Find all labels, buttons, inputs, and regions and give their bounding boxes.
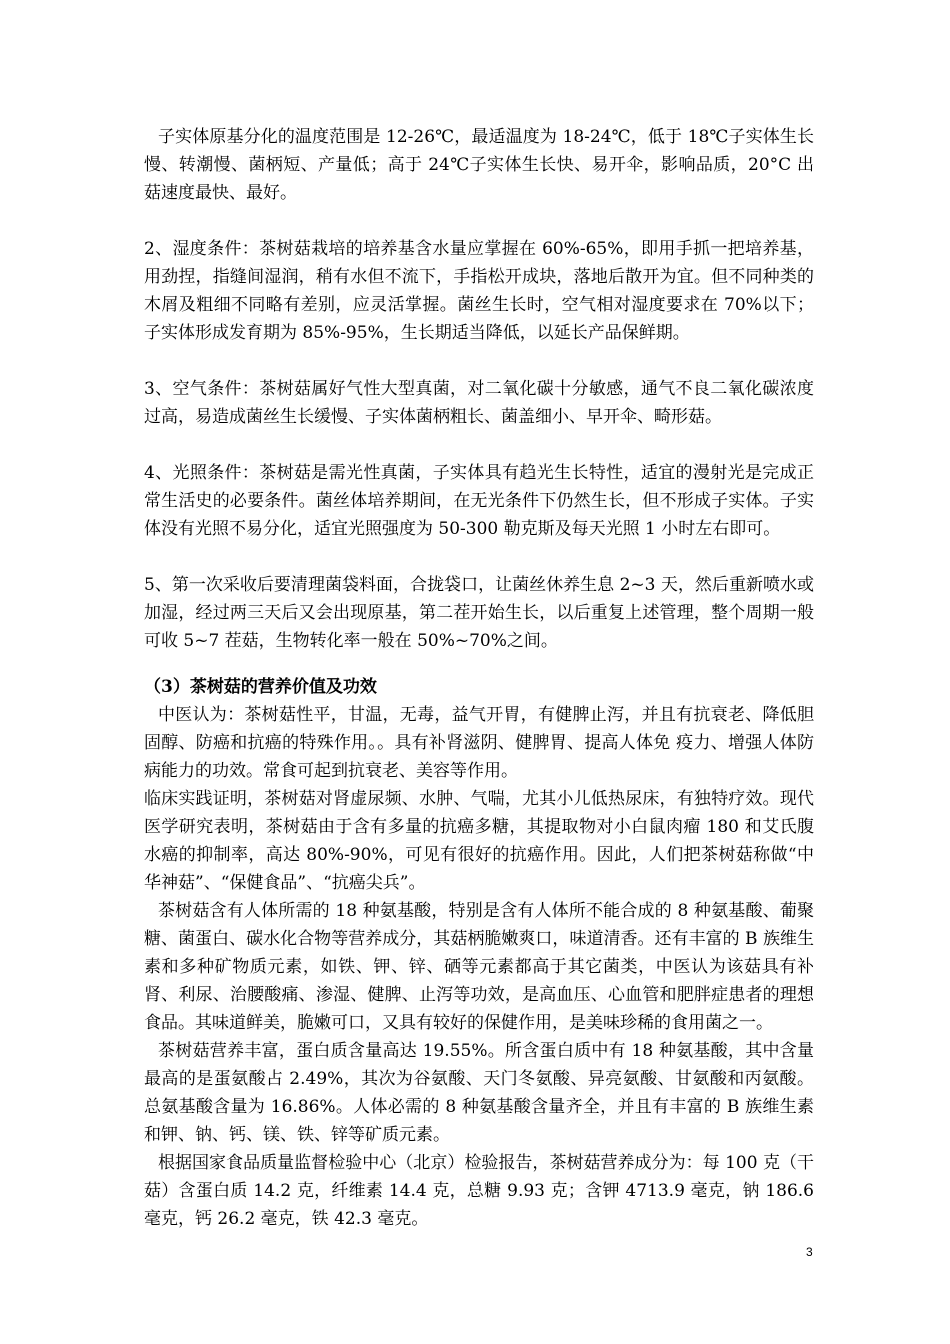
section-heading: （3）茶树菇的营养价值及功效	[144, 677, 377, 697]
paragraph-spacer	[144, 347, 814, 375]
paragraph-temperature: 子实体原基分化的温度范围是 12-26℃，最适温度为 18-24℃，低于 18℃子实体生长慢、转潮慢、菌柄短、产量低；高于 24℃子实体生长快、易开伞，影响品质，20°C 出菇速度最快、最好。	[144, 127, 814, 203]
paragraph-humidity: 2、湿度条件：茶树菇栽培的培养基含水量应掌握在 60%-65%，即用手抓一把培养基，用劲捏，指缝间湿润，稍有水但不流下，手指松开成块，落地后散开为宜。但不同种类的木屑及粗细不同略有差别，应灵活掌握。菌丝生长时，空气相对湿度要求在 70%以下；子实体形成发育期为 85%-95%，生长期适当降低，以延长产品保鲜期。	[144, 239, 814, 343]
document-body	[144, 123, 814, 1233]
paragraph-report: 根据国家食品质量监督检验中心（北京）检验报告，茶树菇营养成分为：每 100 克（干菇）含蛋白质 14.2 克，纤维素 14.4 克，总糖 9.93 克；含钾 4713.9 毫克，钠 186.6 毫克，钙 26.2 毫克，铁 42.3 毫克。	[144, 1153, 814, 1229]
paragraph-air: 3、空气条件：茶树菇属好气性大型真菌，对二氧化碳十分敏感，通气不良二氧化碳浓度过高，易造成菌丝生长缓慢、子实体菌柄粗长、菌盖细小、早开伞、畸形菇。	[144, 379, 814, 427]
page-number: 3	[806, 1245, 813, 1259]
paragraph-harvest: 5、第一次采收后要清理菌袋料面，合拢袋口，让菌丝休养生息 2~3 天，然后重新喷水或加湿，经过两三天后又会出现原基，第二茬开始生长，以后重复上述管理，整个周期一般可收 5~7 茬菇，生物转化率一般在 50%~70%之间。	[144, 575, 814, 651]
paragraph-spacer	[144, 207, 814, 235]
paragraph-clinical: 临床实践证明，茶树菇对肾虚尿频、水肿、气喘，尤其小儿低热尿床，有独特疗效。现代医学研究表明，茶树菇由于含有多量的抗癌多糖，其提取物对小白鼠肉瘤 180 和艾氏腹水癌的抑制率，高达 80%-90%，可见有很好的抗癌作用。因此，人们把茶树菇称做“中华神菇”、“保健食品”、“抗癌尖兵”。	[144, 789, 814, 893]
paragraph-light: 4、光照条件：茶树菇是需光性真菌，子实体具有趋光生长特性，适宜的漫射光是完成正常生活史的必要条件。菌丝体培养期间，在无光条件下仍然生长，但不形成子实体。子实体没有光照不易分化，适宜光照强度为 50-300 勒克斯及每天光照 1 小时左右即可。	[144, 463, 814, 539]
paragraph-spacer	[144, 431, 814, 459]
paragraph-spacer	[144, 543, 814, 571]
paragraph-amino: 茶树菇含有人体所需的 18 种氨基酸，特别是含有人体所不能合成的 8 种氨基酸、葡聚糖、菌蛋白、碳水化合物等营养成分，其菇柄脆嫩爽口，味道清香。还有丰富的 B 族维生素和多种矿物质元素，如铁、钾、锌、硒等元素都高于其它菌类，中医认为该菇具有补肾、利尿、治腰酸痛、渗湿、健脾、止泻等功效，是高血压、心血管和肥胖症患者的理想食品。其味道鲜美，脆嫩可口，又具有较好的保健作用，是美味珍稀的食用菌之一。	[144, 901, 814, 1033]
paragraph-spacer	[144, 655, 814, 673]
paragraph-tcm: 中医认为：茶树菇性平，甘温，无毒，益气开胃，有健脾止泻，并且有抗衰老、降低胆固醇、防癌和抗癌的特殊作用。。具有补肾滋阴、健脾胃、提高人体免 疫力、增强人体防病能力的功效。常食可起到抗衰老、美容等作用。	[144, 705, 814, 781]
paragraph-protein: 茶树菇营养丰富，蛋白质含量高达 19.55%。所含蛋白质中有 18 种氨基酸，其中含量最高的是蛋氨酸占 2.49%，其次为谷氨酸、天门冬氨酸、异亮氨酸、甘氨酸和丙氨酸。总氨基酸含量为 16.86%。人体必需的 8 种氨基酸含量齐全，并且有丰富的 B 族维生素和钾、钠、钙、镁、铁、锌等矿质元素。	[144, 1041, 814, 1145]
